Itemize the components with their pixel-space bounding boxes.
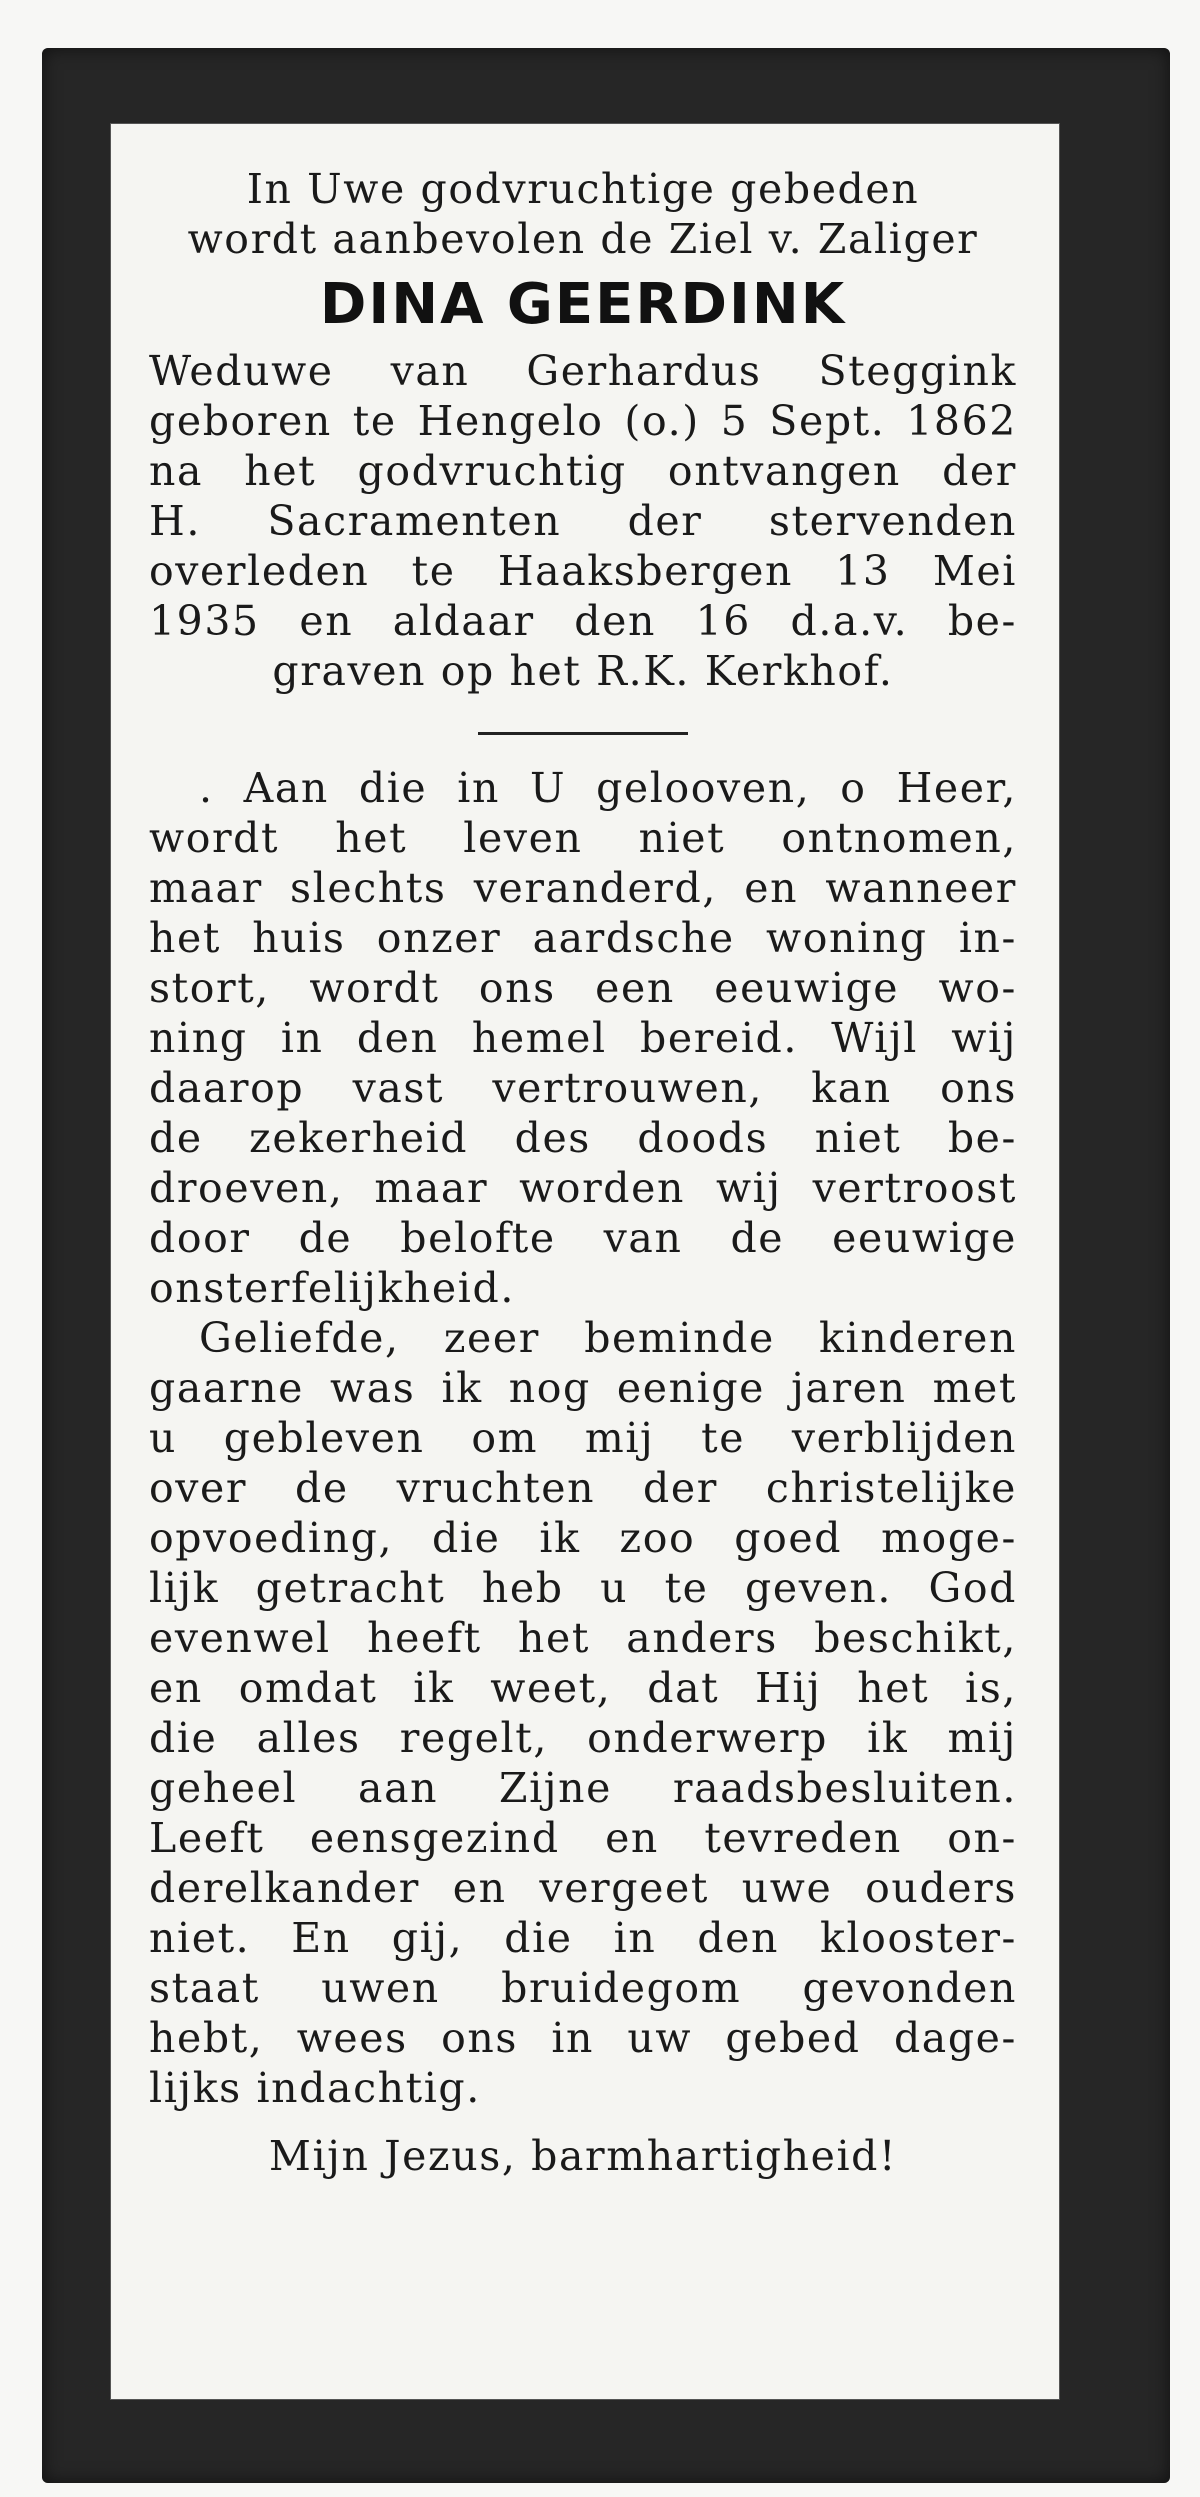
farewell-line: gaarne was ik nog eenige jaren met bbox=[149, 1364, 1017, 1412]
biography-line: H. Sacramenten der stervenden bbox=[149, 497, 1017, 545]
farewell-line: geheel aan Zijne raadsbesluiten. bbox=[149, 1764, 1017, 1812]
biography-line: na het godvruchtig ontvangen der bbox=[149, 447, 1017, 495]
farewell-line: Geliefde, zeer beminde kinderen bbox=[199, 1314, 1017, 1362]
verse-line: het huis onzer aardsche woning in- bbox=[149, 914, 1017, 962]
farewell-line: en omdat ik weet, dat Hij het is, bbox=[149, 1664, 1017, 1712]
verse-line: onsterfelijkheid. bbox=[149, 1264, 515, 1312]
farewell-line: staat uwen bruidegom gevonden bbox=[149, 1964, 1017, 2012]
farewell-line: Leeft eensgezind en tevreden on- bbox=[149, 1814, 1017, 1862]
farewell-line: opvoeding, die ik zoo goed moge- bbox=[149, 1514, 1017, 1562]
farewell-line: die alles regelt, onderwerp ik mij bbox=[149, 1714, 1017, 1762]
biography-line: 1935 en aldaar den 16 d.a.v. be- bbox=[149, 597, 1017, 645]
verse-line: stort, wordt ons een eeuwige wo- bbox=[149, 964, 1017, 1012]
verse-line: wordt het leven niet ontnomen, bbox=[149, 814, 1017, 862]
farewell-line: derelkander en vergeet uwe ouders bbox=[149, 1864, 1017, 1912]
verse-line: maar slechts veranderd, en wanneer bbox=[149, 864, 1017, 912]
farewell-line: hebt, wees ons in uw gebed dage- bbox=[149, 2014, 1017, 2062]
verse-line: droeven, maar worden wij vertroost bbox=[149, 1164, 1017, 1212]
farewell-line: lijk getracht heb u te geven. God bbox=[149, 1564, 1017, 1612]
card-text bbox=[149, 164, 1017, 2181]
farewell-line: niet. En gij, die in den klooster- bbox=[149, 1914, 1017, 1962]
farewell-line: over de vruchten der christelijke bbox=[149, 1464, 1017, 1512]
biography-line: Weduwe van Gerhardus Steggink bbox=[149, 347, 1017, 395]
biography-line: geboren te Hengelo (o.) 5 Sept. 1862 bbox=[149, 397, 1017, 445]
biography-line: graven op het R.K. Kerkhof. bbox=[272, 647, 894, 695]
section-divider bbox=[478, 732, 688, 735]
verse-line: door de belofte van de eeuwige bbox=[149, 1214, 1017, 1262]
intro-line: In Uwe godvruchtige gebeden bbox=[246, 165, 920, 213]
biography-line: overleden te Haaksbergen 13 Mei bbox=[149, 547, 1017, 595]
farewell-line: evenwel heeft het anders beschikt, bbox=[149, 1614, 1017, 1662]
memorial-card bbox=[110, 123, 1060, 2400]
verse-line: de zekerheid des doods niet be- bbox=[149, 1114, 1017, 1162]
closing-prayer: Mijn Jezus, barmhartigheid! bbox=[268, 2132, 898, 2180]
verse-line: . Aan die in U gelooven, o Heer, bbox=[199, 764, 1017, 812]
verse-line: ning in den hemel bereid. Wijl wij bbox=[149, 1014, 1017, 1062]
farewell-line: u gebleven om mij te verblijden bbox=[149, 1414, 1017, 1462]
farewell-line: lijks indachtig. bbox=[149, 2064, 481, 2112]
verse-line: daarop vast vertrouwen, kan ons bbox=[149, 1064, 1017, 1112]
intro-line: wordt aanbevolen de Ziel v. Zaliger bbox=[187, 215, 979, 263]
deceased-name: DINA GEERDINK bbox=[319, 272, 847, 337]
